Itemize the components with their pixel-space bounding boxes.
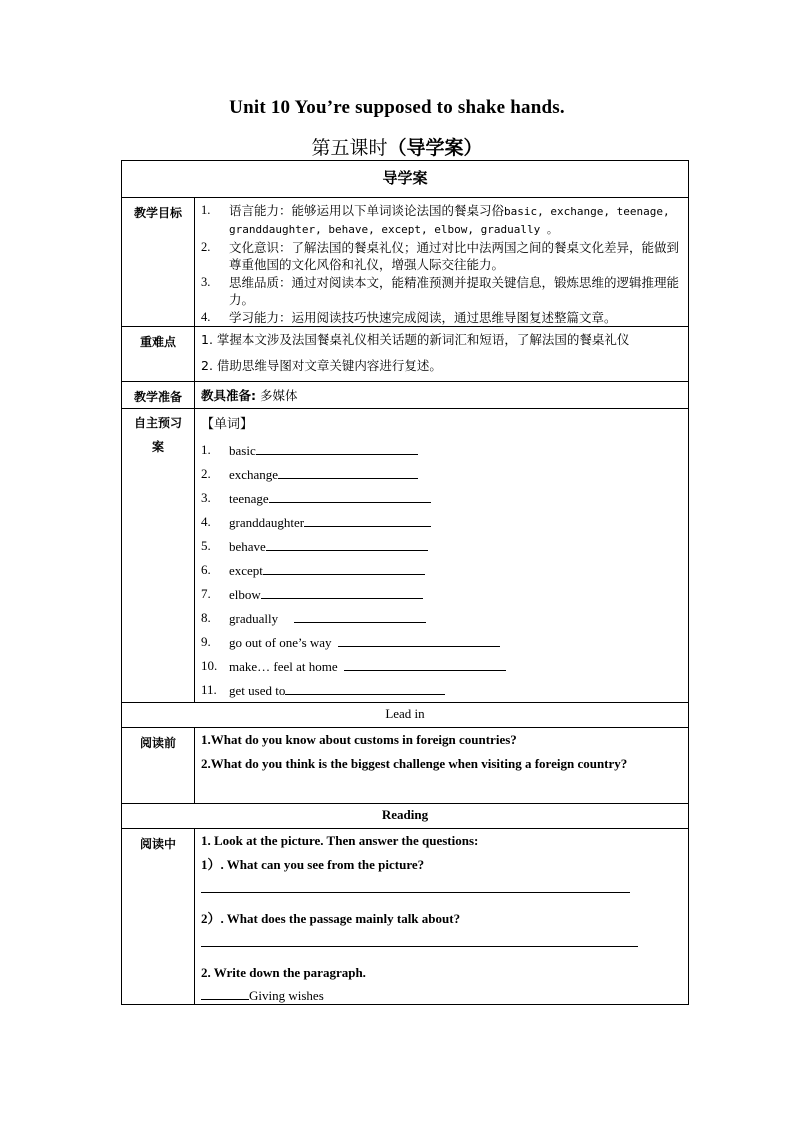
- list-item: 6. except: [201, 562, 688, 586]
- page-subtitle: [0, 133, 794, 160]
- list-item: 7. elbow: [201, 586, 688, 610]
- while-reading-label: 阅读中: [122, 829, 195, 1004]
- key-point-1: 1. 掌握本文涉及法国餐桌礼仪相关话题的新词汇和短语，了解法国的餐桌礼仪: [201, 332, 630, 347]
- vocab-title: 【单词】: [201, 417, 254, 432]
- table-header: 导学案: [382, 169, 428, 187]
- answer-line-2[interactable]: [201, 945, 638, 947]
- table-header-row: [121, 160, 689, 198]
- before-reading-row: [121, 727, 689, 804]
- reading-row: [121, 803, 689, 829]
- preview-row: [121, 408, 689, 703]
- prep-row: [121, 381, 689, 409]
- while-reading-q1b: 2）. What does the passage mainly talk about?: [201, 911, 461, 926]
- while-reading-q2: 2. Write down the paragraph.: [201, 965, 366, 980]
- lead-in-row: [121, 702, 689, 728]
- list-item: 4. granddaughter: [201, 514, 688, 538]
- list-item: 5. behave: [201, 538, 688, 562]
- blank-line[interactable]: [201, 987, 249, 1000]
- paragraph-blank: [201, 985, 638, 1007]
- while-reading-q1a: 1）. What can you see from the picture?: [201, 857, 425, 872]
- objectives-label: 教学目标: [122, 198, 195, 326]
- objective-item-3: 3. 思维品质：通过对阅读本文，能精准预测并提取关键信息，锻炼思维的逻辑推理能力。: [201, 275, 680, 307]
- objective-item-2: 2. 文化意识：了解法国的餐桌礼仪；通过对比中法两国之间的餐桌文化差异，能做到尊重他国的文化风俗和礼仪，增强人际交往能力。: [201, 240, 680, 272]
- list-item: 3. teenage: [201, 490, 688, 514]
- objective-words: basic, exchange, teenage, granddaughter, behave, except, elbow, gradually 。: [229, 205, 670, 236]
- list-item: 11. get used to: [201, 682, 688, 706]
- key-points-label: 重难点: [122, 327, 195, 381]
- list-item: 9. go out of one’s way: [201, 634, 688, 658]
- list-item: 8. gradually: [201, 610, 688, 634]
- before-reading-q1: 1.What do you know about customs in foreign countries?: [201, 732, 517, 747]
- while-reading-q1: 1. Look at the picture. Then answer the questions:: [201, 833, 479, 848]
- prep-text: 多媒体: [256, 388, 298, 403]
- before-reading-q2: 2.What do you think is the biggest challenge when visiting a foreign country?: [201, 756, 628, 771]
- subtitle-paren: （导学案）: [387, 137, 483, 159]
- preview-label: 自主预习 案: [122, 409, 195, 702]
- key-points-row: [121, 326, 689, 382]
- prep-label: 教学准备: [122, 382, 195, 408]
- reading-heading: Reading: [381, 807, 429, 822]
- page-title: Unit 10 You’re supposed to shake hands.: [229, 97, 565, 118]
- list-item: 2. exchange: [201, 466, 688, 490]
- answer-line-1[interactable]: [201, 891, 630, 893]
- objectives-row: [121, 197, 689, 327]
- prep-bold: 教具准备:: [201, 388, 256, 403]
- lead-in-heading: Lead in: [385, 706, 425, 721]
- list-item: 10. make… feel at home: [201, 658, 688, 682]
- objective-item-1: 1. 语言能力：能够运用以下单词谈论法国的餐桌习俗basic, exchange, teenage, granddaughter, behave, except, elbow, gradually 。: [201, 203, 670, 236]
- blank-label: Giving wishes: [249, 988, 324, 1003]
- key-point-2: 2. 借助思维导图对文章关键内容进行复述。: [201, 358, 442, 373]
- list-item: 1. basic: [201, 442, 688, 466]
- before-reading-label: 阅读前: [122, 728, 195, 803]
- subtitle-main: 第五课时: [311, 137, 388, 159]
- objective-item-4: 4. 学习能力：运用阅读技巧快速完成阅读，通过思维导图复述整篇文章。: [201, 310, 617, 325]
- while-reading-row: [121, 828, 689, 1005]
